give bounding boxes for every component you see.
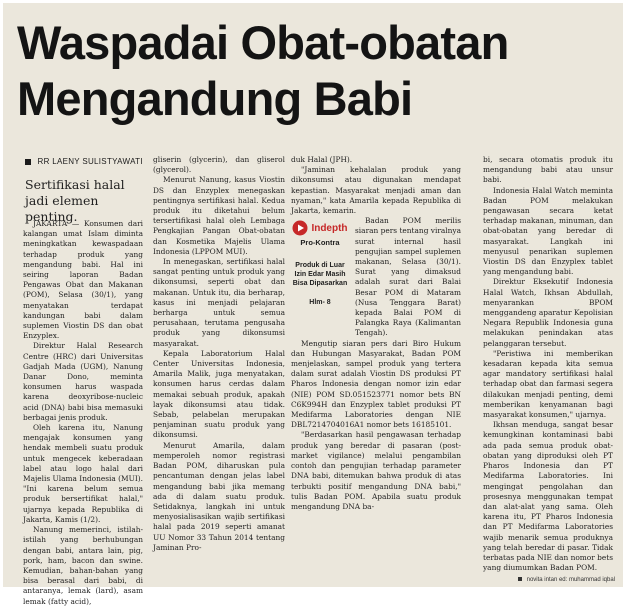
- article-column-2: [153, 155, 285, 553]
- paragraph: Nanung memerinci, istilah-istilah yang berhubungan dengan babi, antara lain, pig, pork, ham, bacon dan swine. Kemudian, bahan-bahan yang bisa berasal dari babi, di antaranya, lemak (lard), asam lemak (fatty acid),: [23, 525, 143, 606]
- byline: [25, 157, 143, 166]
- paragraph: "Jaminan kehalalan produk yang dikonsumsi atau digunakan mendapat kepastian. Masyarakat menjadi aman dan nyaman," kata Amarila kepada Republika di Jakarta, kemarin.: [291, 165, 461, 216]
- play-icon: [292, 220, 308, 236]
- byline-bullet-icon: [25, 159, 31, 165]
- paragraph: Kepala Laboratorium Halal Center Universitas Indonesia, Amarila Malik, juga menyatakan, konsumen harus cerdas dalam memakai sebuah produk, apakah layak dikonsumsi atau tidak. Sebab, pelabelan merupakan penjaminan suatu produk yang dikonsumsi.: [153, 348, 285, 440]
- indepth-tag: Indepth: [311, 222, 348, 234]
- paragraph: bi, secara otomatis produk itu mengandung babi atau unsur babi.: [483, 155, 613, 185]
- newspaper-page: [3, 3, 623, 606]
- article-column-1: [23, 219, 143, 607]
- paragraph: Indonesia Halal Watch meminta Badan POM melakukan pengawasan secara ketat terhadap makanan, minuman, dan obat-obatan yang beredar di masyarakat. Langkah ini menyusul penarikan suplemen Viostin DS dan Enzyplex tablet yang mengandung babi.: [483, 185, 613, 277]
- headline-line-2: Mengandung Babi: [17, 72, 413, 125]
- article-column-3: [291, 155, 461, 512]
- credit-text: novita intan ed: muhammad iqbal: [526, 577, 615, 583]
- paragraph: JAKARTA — Konsumen dari kalangan umat Islam diminta meningkatkan kewaspadaan terhadap produk yang mengandung babi. Hal ini seiring laporan Badan Pengawas Obat dan Makanan (POM), Selasa (30/1), yang menyatakan terdapat kandungan babi dalam suplemen Viostin DS dan obat Enzyplex.: [23, 219, 143, 341]
- paragraph: Menurut Nanung, kasus Viostin DS dan Enzyplex menegaskan pentingnya sertifikasi halal. Kedua produk itu diketahui belum tersertifikasi halal oleh Lembaga Pengkajian Pangan Obat-obatan dan Kosmetika Majelis Ulama Indonesia (LPPOM MUI).: [153, 175, 285, 256]
- subheadline: Sertifikasi halal jadi elemen penting.: [25, 177, 125, 224]
- indepth-promo-box[interactable]: [291, 216, 349, 338]
- paragraph: "Peristiwa ini memberikan kesadaran kepada kita semua agar mandatory sertifikasi halal terhadap obat dan farmasi segera dilakukan menjadi penting, demi memberikan kenyamanan bagi masyarakat konsumen," ujarnya.: [483, 348, 613, 420]
- paragraph: "Berdasarkan hasil pengawasan terhadap produk yang beredar di pasaran (post-market vigilance) melalui pengambilan contoh dan pengujian terhadap parameter DNA babi, ditemukan bahwa produk di atas terbukti positif mengandung DNA babi," tulis Badan POM. Apabila suatu produk mengandung DNA ba-: [291, 430, 461, 511]
- paragraph: Mengutip siaran pers dari Biro Hukum dan Hubungan Masyarakat, Badan POM menjelaskan, sampel produk yang tertera dalam surat adalah Viostin DS produksi PT Pharos Indonesia dengan nomor izin edar (NIE) POM SD.051523771 nomor bets BN C6K994H dan Enzyplex tablet produksi PT Medifarma Laboratories dengan NIE DBL7214704016A1 nomor bets 16185101.: [291, 338, 461, 430]
- promo-teaser[interactable]: Produk di Luar Izin Edar Masih Bisa Dipasarkan: [292, 262, 348, 288]
- indepth-tag-row: [291, 220, 349, 236]
- paragraph: Direktur Eksekutif Indonesia Halal Watch, Ikhsan Abdullah, menyarankan BPOM menggandeng aparatur Kepolisian Negara Republik Indonesia guna melakukan penindakan atas pelanggaran tersebut.: [483, 277, 613, 348]
- credit-bullet-icon: [518, 577, 522, 581]
- article-column-4: [483, 155, 613, 573]
- promo-page-ref: Hlm- 8: [309, 299, 331, 307]
- promo-section: Pro-Kontra: [300, 238, 340, 248]
- paragraph: Badan POM merilis siaran pers tentang viralnya surat internal hasil pengujian sampel suplemen makanan, Selasa (30/1). Surat yang dimaksud adalah surat dari Balai Besar POM di Mataram (Nusa Tenggara Barat) kepada Balai POM di Palangka Raya (Kalimantan Tengah).: [355, 216, 461, 338]
- paragraph: In menegaskan, sertifikasi halal sangat penting untuk produk yang dikonsumsi, seperti obat dan makanan. Untuk itu, dia berharap, kasus ini menjadi pelajaran berharga untuk semua perusahaan, terutama pengusaha produk yang dikonsumsi masyarakat.: [153, 257, 285, 348]
- column-split: [291, 216, 461, 338]
- headline-line-1: Waspadai Obat-obatan: [17, 16, 509, 69]
- paragraph: Ikhsan menduga, sangat besar kemungkinan kontaminasi babi ada pada semua produk obat-obatan yang diproduksi oleh PT Pharos Indonesia dan PT Medifarma Laboratories. Ini mengingat pengolahan dan prosesnya menggunakan tempat dan alat-alat yang sama. Oleh karena itu, PT Pharos Indonesia dan PT Medifarma Laboratories wajib menarik semua produknya yang telah beredar di pasar. Tidak terbatas pada NIE dan nomor bets yang diumumkan Badan POM.: [483, 420, 613, 573]
- paragraph: Oleh karena itu, Nanung mengajak konsumen yang hendak membeli suatu produk untuk mengecek keberadaan label atau logo halal dari Majelis Ulama Indonesia (MUI). "Ini karena belum semua produk bersertifikat halal," ujarnya kepada Republika di Jakarta, Kamis (1/2).: [23, 423, 144, 524]
- editor-credit: [518, 577, 615, 583]
- column-3-narrow-text: [355, 216, 461, 338]
- headline: [17, 15, 617, 127]
- paragraph: Direktur Halal Research Centre (HRC) dari Universitas Gadjah Mada (UGM), Nanung Danar Dono, meminta konsumen harus waspada karena deoxyribose-nucleic acid (DNA) babi bisa memasuki berbagai jenis produk.: [23, 341, 143, 422]
- paragraph: gliserin (glycerin), dan gliserol (glycerol).: [153, 155, 285, 175]
- paragraph: Menurut Amarila, dalam memperoleh nomor registrasi Badan POM, diharuskan pula pencantuman dengan jelas label mengandung babi jika memang ada di dalam suatu produk. Setidaknya, langkah ini untuk menyosialisasikan wajib sertifikasi halal pada 2019 seperti amanat UU Nomor 33 Tahun 2014 tentang Jaminan Pro-: [153, 440, 285, 552]
- byline-author: RR LAENY SULISTYAWATI: [37, 157, 143, 166]
- paragraph: duk Halal (JPH).: [291, 155, 353, 164]
